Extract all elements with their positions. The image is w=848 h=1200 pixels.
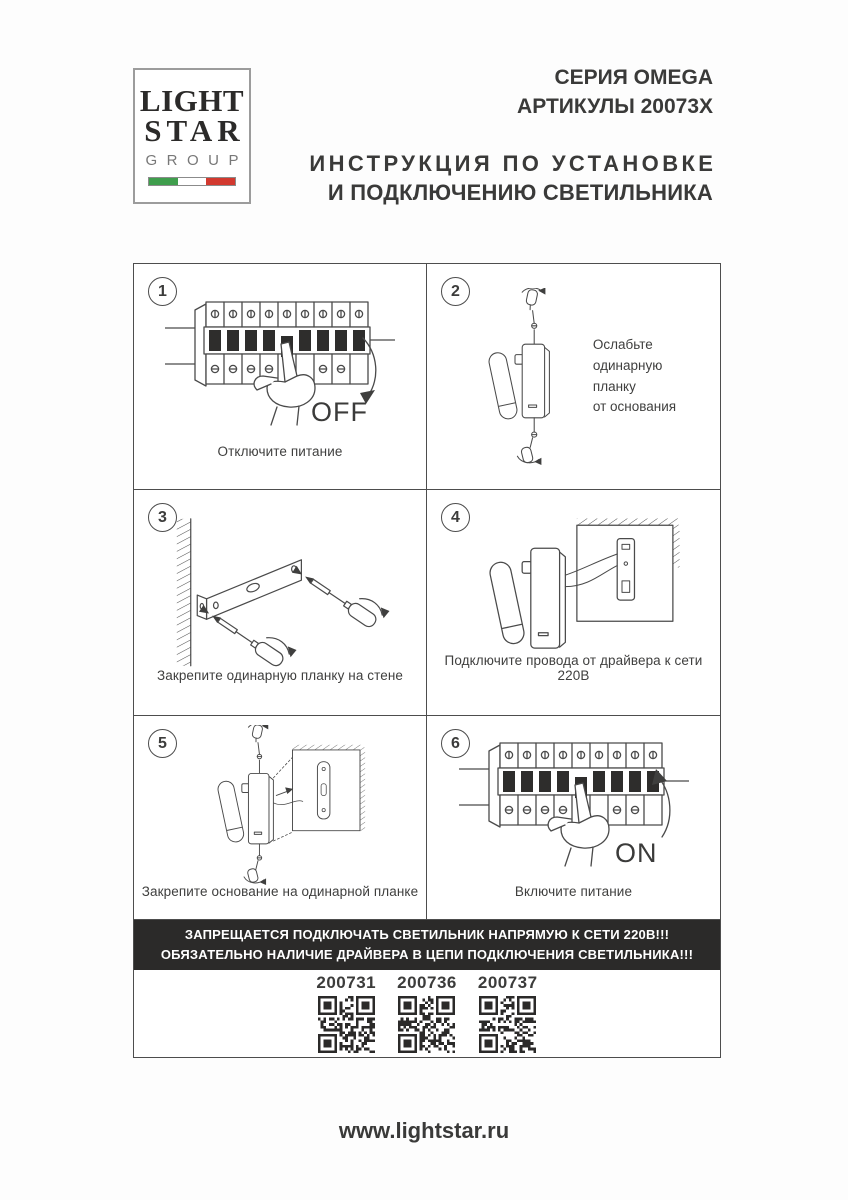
on-label: ON [614,837,657,868]
mount-plate-illustration [154,504,406,676]
step-caption: Подключите провода от драйвера к сети 220В [444,653,703,683]
qr-item [316,973,376,1057]
article-number: 200736 [397,973,457,992]
step-number-badge [148,503,177,532]
qr-code [398,996,455,1053]
warning-line2: ОБЯЗАТЕЛЬНО НАЛИЧИЕ ДРАЙВЕРА В ЦЕПИ ПОДКЛЮЧЕНИЯ СВЕТИЛЬНИКА!!! [160,947,694,962]
lightstar-logo [133,68,251,204]
circuit-breaker-on-illustration [459,735,689,875]
logo-word-star: STAR [144,112,245,148]
flag-stripe-white [178,178,207,185]
document-title-line2: И ПОДКЛЮЧЕНИЮ СВЕТИЛЬНИКА [327,179,713,205]
step-number: 3 [158,508,167,526]
article-number: 200731 [316,973,377,992]
header [309,64,717,207]
step-number: 5 [158,734,167,752]
step-number-badge [441,503,470,532]
flag-stripe-red [206,178,235,185]
screwdriver-bottom-icon [517,432,541,465]
step-cell-3 [134,490,427,716]
step-number-badge [441,729,470,758]
step-number-badge [441,277,470,306]
articles-title: АРТИКУЛЫ 20073X [517,94,713,118]
step-caption: Закрепите одинарную планку на стене [156,668,404,683]
step-cell-2 [427,264,720,490]
caption-line: от основания [592,399,677,415]
warning-line1: ЗАПРЕЩАЕТСЯ ПОДКЛЮЧАТЬ СВЕТИЛЬНИК НАПРЯМУЮ К СЕТИ 220В!!! [184,926,670,942]
website-url: www.lightstar.ru [338,1118,510,1143]
document-title-line1: ИНСТРУКЦИЯ ПО УСТАНОВКЕ [309,150,717,176]
screwdriver-bottom-icon [244,843,266,884]
step-cell-1 [134,264,427,490]
series-title: СЕРИЯ OMEGA [554,66,713,89]
step-number: 2 [451,282,460,300]
qr-code [479,996,536,1053]
screwdriver-top-icon [522,288,545,328]
step-number: 4 [451,508,460,526]
qr-item [397,973,457,1057]
connect-wires-illustration [454,506,694,674]
step-number-badge [148,729,177,758]
screw-icon [290,553,389,631]
step-caption: Включите питание [514,884,633,899]
steps-grid [133,263,721,1058]
caption-line: одинарную [592,357,663,373]
step-number: 6 [451,734,460,752]
logo-word-group: GROUP [145,151,248,169]
step-caption: Отключите питание [217,444,343,459]
qr-code [318,996,375,1053]
italian-flag [148,177,236,186]
step-cell-6 [427,716,720,920]
step-caption [593,335,676,419]
fix-base-illustration [160,725,400,885]
step-cell-5 [134,716,427,920]
caption-line: Ослабьте [592,336,653,352]
caption-line: планку [592,378,636,394]
step-number: 1 [158,282,167,300]
warning-banner [134,920,720,970]
circuit-breaker-off-illustration [165,294,395,434]
document-title [309,150,717,207]
flag-stripe-green [149,178,178,185]
screwdriver-top-icon [248,725,268,759]
qr-section [134,970,720,1057]
off-label: OFF [311,396,368,427]
step-cell-4 [427,490,720,716]
loosen-plate-illustration [471,288,571,466]
logo-word-light: LIGHT [139,83,245,119]
step-caption: Закрепите основание на одинарной планке [141,884,419,899]
article-number: 200737 [477,973,538,992]
qr-item [478,973,538,1057]
step-number-badge [148,277,177,306]
